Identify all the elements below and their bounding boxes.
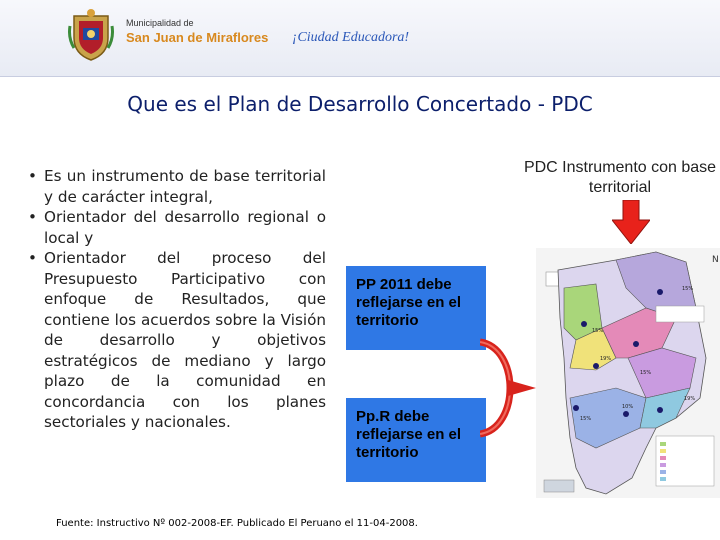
map-percent: 15%	[682, 286, 694, 292]
pp-2011-box: PP 2011 debe reflejarse en el territorio	[346, 266, 486, 350]
slide-title: Que es el Plan de Desarrollo Concertado - PDC	[127, 92, 593, 116]
bullet-list	[28, 166, 326, 433]
north-arrow-icon: N	[712, 255, 719, 265]
coat-of-arms-icon	[68, 8, 114, 62]
bullet-item: • Orientador del proceso del Presupuesto Participativo con enfoque de Resultados, que contiene los acuerdos sobre la Visión de desarrollo y objetivos estratégicos de mediano y largo plazo de la comunidad en concordancia con los planes sectoriales y nacionales.	[28, 248, 326, 433]
map-percent: 15%	[640, 370, 652, 376]
bracket-arrow	[480, 338, 536, 438]
map-percent: 10%	[622, 404, 634, 410]
district-map	[536, 248, 720, 498]
down-arrow-icon	[612, 200, 650, 244]
map-percent: 15%	[580, 416, 592, 422]
bullet-item: • Es un instrumento de base territorial y de carácter integral,	[28, 166, 326, 207]
pdc-label: PDC Instrumento con base territorial	[523, 159, 717, 196]
bullet-item: • Orientador del desarrollo regional o local y	[28, 207, 326, 248]
ppr-box: Pp.R debe reflejarse en el territorio	[346, 398, 486, 482]
map-percent: 19%	[684, 396, 696, 402]
slogan: ¡Ciudad Educadora!	[292, 30, 410, 45]
map-percent: 15%	[592, 328, 604, 334]
header-banner	[0, 0, 720, 77]
source-note: Fuente: Instructivo Nº 002-2008-EF. Publicado El Peruano el 11-04-2008.	[56, 518, 418, 529]
municipality-name: San Juan de Miraflores	[126, 30, 269, 45]
municipality-label: Municipalidad de	[126, 18, 194, 28]
map-percent: 19%	[600, 356, 612, 362]
